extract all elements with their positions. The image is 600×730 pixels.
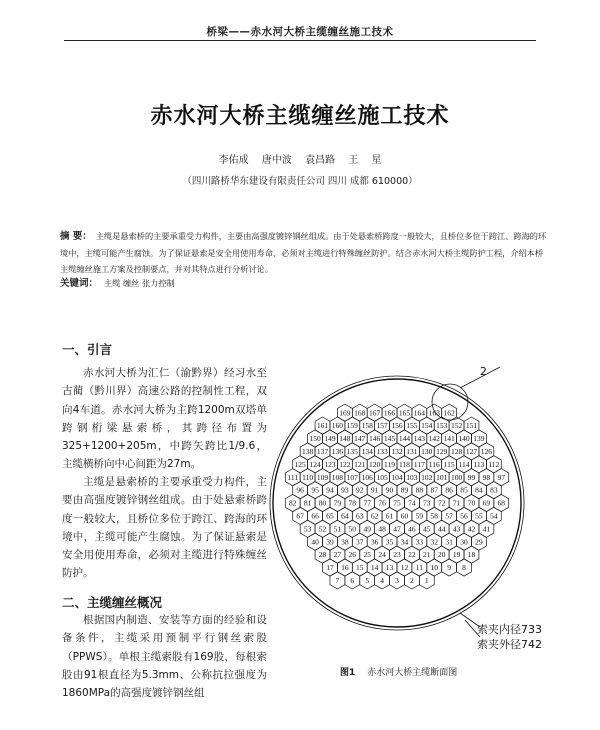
- strand-number: 92: [356, 485, 364, 495]
- strand-number: 127: [465, 447, 478, 456]
- strand-number: 29: [475, 537, 483, 547]
- strand-number: 54: [490, 511, 498, 521]
- strand-number: 110: [302, 472, 314, 482]
- section-heading-overview: 二、主缆缠丝概况: [62, 595, 163, 610]
- strand-number: 3: [395, 576, 399, 585]
- strand-number: 63: [356, 511, 364, 521]
- figure-caption-text: 赤水河大桥主缆断面图: [367, 668, 458, 678]
- strand-number: 13: [385, 563, 394, 573]
- strand-number: 104: [391, 472, 403, 482]
- intro-paragraph-1: 赤水河大桥为汇仁（渝黔界）经习水至古蔺（黔川界）高速公路的控制性工程，双向4车道。赤水河大桥为主跨1200m双塔单跨钢桁梁悬索桥，其跨径布置为325+1200+205m，中跨矢跨比1/9.6，主缆横桥向中心间距为27m。: [62, 367, 267, 471]
- strand-number: 117: [413, 459, 425, 469]
- strand-number: 156: [391, 421, 403, 431]
- strand-number: 98: [482, 472, 491, 482]
- strand-number: 58: [430, 511, 438, 521]
- strand-number: 132: [391, 447, 403, 456]
- strand-number: 48: [378, 524, 386, 534]
- strand-number: 129: [436, 447, 448, 456]
- strand-number: 89: [400, 485, 409, 495]
- strand-number: 145: [383, 434, 396, 444]
- strand-number: 35: [385, 537, 394, 547]
- strand-number: 39: [326, 537, 334, 547]
- strand-number: 160: [331, 421, 344, 431]
- strand-number: 159: [346, 421, 358, 431]
- intro-paragraph-2: 主缆是悬索桥的主要承重受力构件，主要由高强度镀锌钢丝组成。由于处悬索桥跨度一般较大，且桥位多位于跨江、跨海的环境中，主缆可能产生腐蚀。为了保证悬索是安全用使用寿命，必须对主缆进行特殊缠丝防护。: [62, 476, 267, 580]
- strand-number: 17: [326, 563, 334, 573]
- strand-number: 120: [369, 459, 381, 469]
- strand-number: 77: [363, 498, 371, 508]
- strand-number: 73: [423, 498, 431, 508]
- strand-number: 47: [393, 524, 401, 534]
- strand-number: 26: [348, 550, 357, 560]
- strand-number: 142: [428, 434, 440, 444]
- strand-number: 20: [437, 550, 446, 560]
- strand-number: 97: [497, 472, 506, 482]
- strand-number: 150: [309, 434, 321, 444]
- strand-number: 152: [450, 421, 463, 431]
- strand-number: 30: [460, 537, 468, 547]
- strand-number: 61: [385, 511, 394, 521]
- strand-number: 112: [488, 459, 500, 469]
- strand-number: 25: [363, 550, 371, 560]
- strand-number: 121: [354, 459, 366, 469]
- strand-number: 42: [467, 524, 476, 534]
- strand-number: 59: [415, 511, 424, 521]
- strand-number: 124: [309, 459, 321, 469]
- strand-number: 50: [348, 524, 357, 534]
- strand-number: 14: [370, 563, 379, 573]
- strand-number: 80: [318, 498, 327, 508]
- strand-number: 64: [341, 511, 349, 521]
- keywords: [60, 275, 550, 289]
- strand-number: 162: [443, 408, 455, 418]
- strand-number: 87: [430, 485, 438, 495]
- strand-number: 10: [430, 563, 438, 573]
- strand-number: 96: [296, 485, 304, 495]
- overview-paragraph-1: 根据国内制造、安装等方面的经验和设备条件，主缆采用预制平行钢丝索股（PPWS）。单根主缆索股有169股，每根索股由91根直径为5.3mm、公称抗拉强度为1860MPa的高强度镀锌钢丝组: [62, 614, 267, 700]
- detail-label: 2: [480, 365, 487, 378]
- strand-number: 24: [378, 550, 386, 560]
- strand-number: 60: [400, 511, 409, 521]
- strand-number: 71: [452, 498, 461, 508]
- strand-number: 166: [383, 408, 396, 418]
- strand-number: 103: [406, 472, 418, 482]
- strand-number: 18: [467, 550, 476, 560]
- strand-number: 146: [369, 434, 381, 444]
- strand-number: 115: [443, 459, 455, 469]
- strand-number: 130: [421, 447, 433, 456]
- strand-number: 41: [482, 524, 491, 534]
- strand-number: 149: [324, 434, 336, 444]
- strand-number: 36: [370, 537, 379, 547]
- article-title: 赤水河大桥主缆缠丝施工技术: [150, 104, 450, 129]
- strand-number: 34: [400, 537, 409, 547]
- strand-number: 137: [316, 447, 329, 456]
- strand-number: 27: [333, 550, 342, 560]
- outer-diameter-label: 索夹外径742: [477, 638, 542, 651]
- strand-number: 53: [303, 524, 312, 534]
- strand-number: 4: [380, 576, 384, 585]
- strand-number: 91: [370, 485, 379, 495]
- strand-number: 158: [361, 421, 373, 431]
- strand-number: 7: [335, 576, 340, 585]
- strand-number: 108: [331, 472, 344, 482]
- strand-number: 37: [356, 537, 364, 547]
- strand-number: 55: [475, 511, 483, 521]
- strand-number: 135: [346, 447, 358, 456]
- strand-number: 107: [346, 472, 358, 482]
- strand-number: 69: [482, 498, 491, 508]
- strand-number: 123: [324, 459, 336, 469]
- strand-number: 8: [462, 563, 466, 573]
- strand-number: 62: [370, 511, 379, 521]
- strand-number: 79: [333, 498, 342, 508]
- strand-number: 99: [467, 472, 476, 482]
- strand-number: 118: [398, 459, 410, 469]
- affiliation: （四川路桥华东建设有限责任公司 四川 成都 610000）: [182, 176, 418, 187]
- strand-number: 102: [421, 472, 433, 482]
- strand-number: 31: [445, 537, 453, 547]
- strand-number: 151: [465, 421, 478, 431]
- strand-number: 52: [318, 524, 327, 534]
- strand-number: 75: [393, 498, 401, 508]
- strand-number: 143: [413, 434, 425, 444]
- inner-diameter-label: 索夹内径733: [477, 623, 542, 636]
- strand-number: 82: [288, 498, 297, 508]
- strand-number: 22: [408, 550, 416, 560]
- strand-number: 12: [400, 563, 409, 573]
- section-heading-introduction: 一、引言: [62, 342, 113, 357]
- strand-number: 105: [376, 472, 388, 482]
- strand-number: 141: [443, 434, 455, 444]
- strand-number: 56: [460, 511, 468, 521]
- strand-number: 113: [473, 459, 485, 469]
- strand-number: 136: [331, 447, 344, 456]
- figure-number: 图1: [340, 668, 356, 678]
- strand-number: 154: [421, 421, 433, 431]
- strand-number: 9: [447, 563, 452, 573]
- strand-number: 133: [376, 447, 388, 456]
- abstract-text: 主缆是悬索桥的主要承重受力构件，主要由高强度镀锌钢丝组成。由于处悬索桥跨度一般较大，且桥位多位于跨江、跨海的环境中，主缆可能产生腐蚀。为了保证悬索是安全用使用寿命，必须对主缆进行特殊缠丝防护。结合赤水河大桥主缆防护工程，介绍本桥主缆缠丝施工方案及控制要点，并对其特点进行分析讨论。: [60, 231, 547, 274]
- strand-number: 125: [294, 459, 306, 469]
- strand-number: 78: [348, 498, 357, 508]
- strand-number: 147: [354, 434, 366, 444]
- cable-cross-section-figure: [255, 355, 555, 665]
- strand-number: 153: [436, 421, 448, 431]
- strand-number: 90: [385, 485, 394, 495]
- strand-number: 169: [339, 408, 351, 418]
- strand-number: 65: [326, 511, 334, 521]
- strand-number: 88: [415, 485, 424, 495]
- strand-number: 155: [406, 421, 418, 431]
- strand-number: 144: [398, 434, 411, 444]
- strand-number: 43: [452, 524, 461, 534]
- strand-number: 33: [415, 537, 424, 547]
- strand-number: 122: [339, 459, 351, 469]
- strand-number: 74: [408, 498, 416, 508]
- strand-number: 84: [475, 485, 483, 495]
- running-header: 桥梁——赤水河大桥主缆缠丝施工技术: [206, 26, 394, 38]
- strand-number: 106: [361, 472, 373, 482]
- strand-number: 1: [424, 576, 429, 585]
- strand-number: 114: [458, 459, 470, 469]
- strand-number: 45: [423, 524, 431, 534]
- strand-number: 101: [436, 472, 448, 482]
- strand-number: 76: [378, 498, 386, 508]
- strand-number: 66: [311, 511, 319, 521]
- strand-number: 168: [354, 408, 366, 418]
- strand-number: 119: [384, 459, 396, 469]
- strand-number: 163: [428, 408, 440, 418]
- strand-number: 44: [437, 524, 446, 534]
- strand-number: 11: [415, 563, 423, 573]
- strand-number: 72: [437, 498, 446, 508]
- strand-number: 81: [303, 498, 312, 508]
- strand-number: 49: [363, 524, 371, 534]
- strand-number: 19: [452, 550, 461, 560]
- strand-number: 16: [341, 563, 349, 573]
- strand-number: 46: [408, 524, 416, 534]
- strand-number: 23: [393, 550, 401, 560]
- strand-number: 2: [410, 576, 414, 585]
- strand-number: 111: [287, 472, 299, 482]
- strand-number: 95: [311, 485, 319, 495]
- abstract-label: 摘 要：: [60, 231, 92, 242]
- strand-number: 157: [376, 421, 388, 431]
- strand-number: 67: [296, 511, 304, 521]
- strand-number: 134: [361, 447, 373, 456]
- strand-number: 51: [333, 524, 342, 534]
- strand-number: 83: [490, 485, 498, 495]
- strand-number: 161: [316, 421, 329, 431]
- abstract: [60, 228, 550, 277]
- strand-number: 116: [428, 459, 440, 469]
- strand-number: 93: [341, 485, 349, 495]
- strand-number: 38: [341, 537, 349, 547]
- strand-number: 139: [473, 434, 485, 444]
- strand-number: 138: [302, 447, 314, 456]
- strand-number: 128: [450, 447, 463, 456]
- strand-number: 148: [339, 434, 351, 444]
- strand-number: 70: [467, 498, 476, 508]
- strand-number: 40: [311, 537, 319, 547]
- authors: 李佑成 唐中波 袁昌路 王 星: [218, 155, 382, 166]
- strand-number: 126: [480, 447, 492, 456]
- strand-number: 94: [326, 485, 334, 495]
- strand-number: 164: [413, 408, 425, 418]
- strand-number: 140: [458, 434, 470, 444]
- keywords-text: 主缆 缠丝 张力控制: [104, 278, 175, 288]
- header-rule: [64, 40, 536, 41]
- strand-number: 32: [430, 537, 438, 547]
- strand-number: 6: [350, 576, 355, 585]
- strand-number: 109: [316, 472, 329, 482]
- strand-number: 85: [460, 485, 468, 495]
- strand-number: 15: [356, 563, 364, 573]
- strand-hexagons: [285, 404, 508, 589]
- figure-caption: [340, 665, 457, 678]
- keywords-label: 关键词：: [60, 278, 99, 289]
- strand-number: 21: [423, 550, 431, 560]
- strand-number: 131: [406, 447, 418, 456]
- strand-number: 167: [369, 408, 381, 418]
- strand-number: 165: [398, 408, 411, 418]
- strand-number: 100: [450, 472, 463, 482]
- strand-number: 57: [445, 511, 453, 521]
- strand-number: 68: [497, 498, 506, 508]
- strand-number: 5: [365, 576, 370, 585]
- strand-number: 28: [318, 550, 327, 560]
- strand-number: 86: [445, 485, 453, 495]
